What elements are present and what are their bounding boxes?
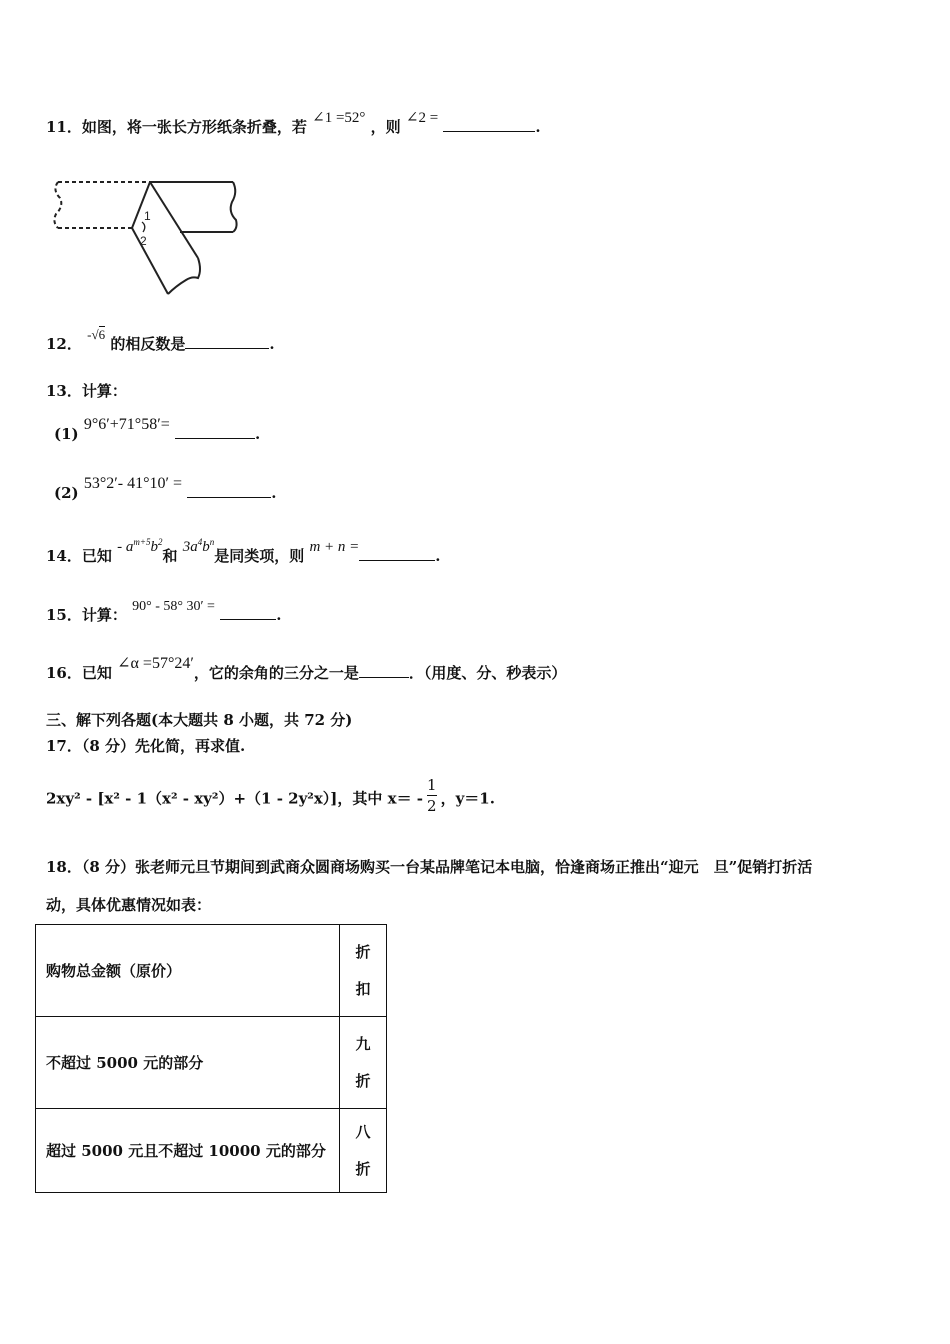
- table-header-amount: 购物总金额（原价）: [36, 925, 340, 1017]
- table-cell-discount: [340, 1109, 387, 1193]
- q14-term2-exp-b: n: [209, 537, 215, 547]
- q14-ask: m + n =: [309, 539, 360, 555]
- q17-fraction: [427, 776, 437, 815]
- q14-term1-exp-b: 2: [157, 537, 163, 547]
- q12-neg-sign: -: [87, 327, 92, 342]
- question-17-header: 17．（8 分）先化简，再求值.: [46, 737, 246, 755]
- q15-number: 15．: [46, 606, 82, 624]
- q11-answer-blank: [443, 131, 535, 132]
- q13-number: 13．: [46, 382, 82, 400]
- table-header-row: [36, 925, 387, 1017]
- q16-answer-blank: [359, 677, 409, 678]
- q14-answer-blank: [359, 560, 435, 561]
- q14-term1-b: b: [150, 539, 158, 555]
- table-cell-discount-b: 折: [355, 1071, 371, 1090]
- table-cell-discount-a: 八: [355, 1122, 371, 1141]
- q14-text-2: 和: [162, 547, 178, 565]
- q14-text-1: 已知: [81, 547, 112, 565]
- question-12: [46, 327, 275, 354]
- q13-p1-expression: 9°6′+71°58′=: [83, 416, 170, 433]
- q17-frac-numerator: 1: [427, 776, 437, 794]
- q14-term2-a: 3a: [182, 539, 198, 555]
- q14-end: .: [435, 547, 441, 565]
- q17-frac-bar: [427, 795, 437, 796]
- table-header-discount-a: 折: [355, 942, 371, 961]
- q17-expr: 2xy² - [x² - 1（x² - xy²）+（1 - 2y²x）]，其中 x＝ -: [46, 789, 424, 808]
- table-cell-discount-b: 折: [355, 1159, 371, 1178]
- question-18-line-1: 18．（8 分）张老师元旦节期间到武商众圆商场购买一台某品牌笔记本电脑，恰逢商场正推出“迎元 旦”促销打折活: [46, 858, 813, 876]
- table-header-discount: [340, 925, 387, 1017]
- table-header-discount-b: 扣: [355, 979, 371, 998]
- figure-angle-1: 1: [144, 209, 151, 223]
- figure-angle-2: 2: [140, 234, 147, 248]
- table-cell-range: 不超过 5000 元的部分: [36, 1017, 340, 1109]
- q14-term1-a: - a: [117, 539, 134, 555]
- q16-number: 16．: [46, 664, 82, 682]
- q14-term-1: [117, 539, 162, 555]
- question-18-line-2: 动，具体优惠情况如表：: [46, 896, 212, 914]
- q13-p2-label: (2): [54, 484, 79, 502]
- q16-expression: ∠α =57°24′: [117, 655, 194, 672]
- q12-radicand: 6: [98, 327, 106, 342]
- q16-text-3: ．（用度、分、秒表示）: [408, 664, 567, 682]
- discount-table: [35, 924, 387, 1193]
- question-15: [46, 599, 282, 625]
- q15-answer-blank: [220, 619, 276, 620]
- q14-term2-exp-a: 4: [197, 537, 203, 547]
- folded-paper-figure: [50, 170, 250, 300]
- q15-end: .: [276, 606, 282, 624]
- q12-expression: -√6: [87, 327, 106, 342]
- q17-tail: ，y＝1.: [440, 789, 495, 808]
- question-16: [46, 655, 567, 683]
- q11-end: .: [535, 118, 541, 136]
- q14-number: 14．: [46, 547, 82, 565]
- q12-text: 的相反数是: [110, 335, 186, 353]
- table-row: [36, 1109, 387, 1193]
- question-13-part-2: [54, 475, 277, 503]
- q14-text-3: 是同类项，则: [214, 547, 305, 565]
- q14-term-2: [183, 539, 215, 555]
- q14-term2-b: b: [202, 539, 210, 555]
- table-cell-discount: [340, 1017, 387, 1109]
- q11-text: 如图，将一张长方形纸条折叠，若: [81, 118, 307, 136]
- q11-condition: ∠1 =52°: [312, 110, 366, 126]
- q13-p1-answer-blank: [175, 438, 255, 439]
- question-17-expression: [46, 776, 495, 819]
- q13-p2-answer-blank: [187, 497, 271, 498]
- question-13-title: [46, 380, 127, 401]
- q12-answer-blank: [185, 348, 269, 349]
- q13-p2-end: .: [271, 484, 277, 502]
- q16-text-2: ，它的余角的三分之一是: [193, 664, 359, 682]
- table-row: [36, 1017, 387, 1109]
- q13-title: 计算：: [81, 382, 127, 400]
- section-3-heading: 三、解下列各题(本大题共 8 小题，共 72 分): [46, 711, 353, 729]
- q13-p2-expression: 53°2′- 41°10′ =: [83, 475, 183, 492]
- question-11: [46, 110, 541, 137]
- q13-p1-end: .: [254, 425, 261, 443]
- q12-number: 12．: [46, 335, 82, 353]
- q11-number: 11．: [46, 118, 82, 136]
- question-14: [46, 537, 441, 566]
- q11-text-2: ，则: [370, 118, 401, 136]
- q12-end: .: [269, 335, 275, 353]
- question-13-part-1: [54, 416, 261, 444]
- q14-term1-exp-a: m+5: [133, 537, 151, 547]
- q11-ask: ∠2 =: [405, 110, 439, 126]
- table-cell-range: 超过 5000 元且不超过 10000 元的部分: [36, 1109, 340, 1193]
- q17-frac-denominator: 2: [427, 797, 437, 815]
- q15-title: 计算：: [81, 606, 127, 624]
- q16-text-1: 已知: [81, 664, 112, 682]
- q15-expression: 90° - 58° 30′ =: [132, 599, 215, 614]
- table-cell-discount-a: 九: [355, 1034, 371, 1053]
- q13-p1-label: (1): [54, 425, 79, 443]
